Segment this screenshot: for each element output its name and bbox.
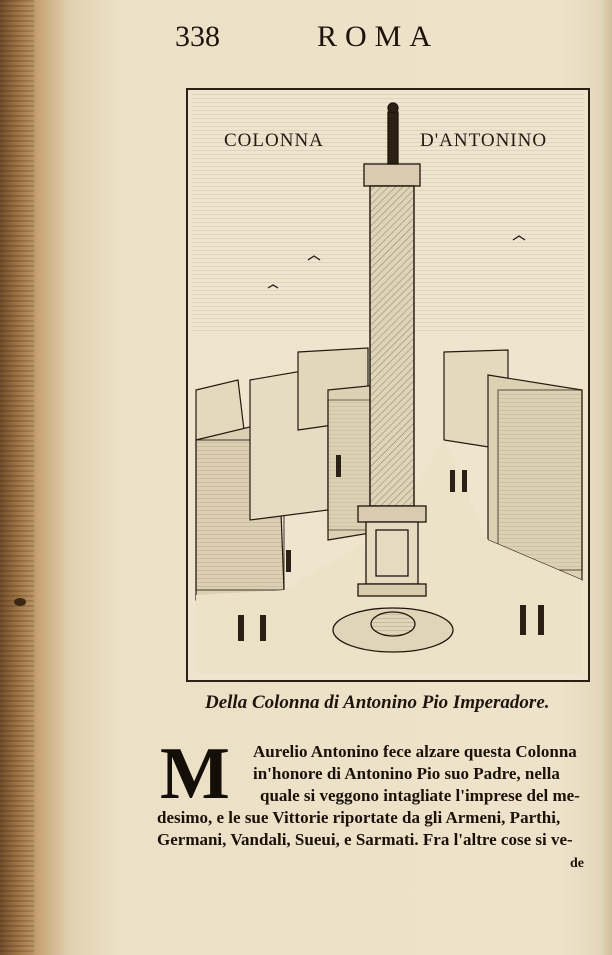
plate-label-left: COLONNA (224, 130, 324, 151)
plate-label-right: D'ANTONINO (420, 130, 548, 151)
ink-spot (14, 598, 26, 606)
drop-cap: M (160, 733, 230, 815)
page-number: 338 (175, 20, 220, 53)
page-edge (0, 0, 34, 955)
engraving-caption: Della Colonna di Antonino Pio Imperadore. (205, 692, 550, 713)
body-line: Aurelio Antonino fece alzare questa Colonna (253, 742, 577, 761)
body-line: desimo, e le sue Vittorie riportate da gli Armeni, Parthi, (157, 808, 561, 827)
fountain (333, 608, 453, 652)
column-engraving (186, 88, 590, 682)
body-line: Germani, Vandali, Sueui, e Sarmati. Fra l'altre cose si ve- (157, 830, 573, 849)
catchword: de (570, 856, 584, 871)
engraving-illustration (188, 90, 588, 680)
body-line: in'honore di Antonino Pio suo Padre, nella (253, 764, 560, 783)
page-header (175, 18, 572, 58)
running-title: ROMA (317, 20, 440, 53)
body-line: quale si veggono intagliate l'imprese del me- (260, 786, 580, 805)
